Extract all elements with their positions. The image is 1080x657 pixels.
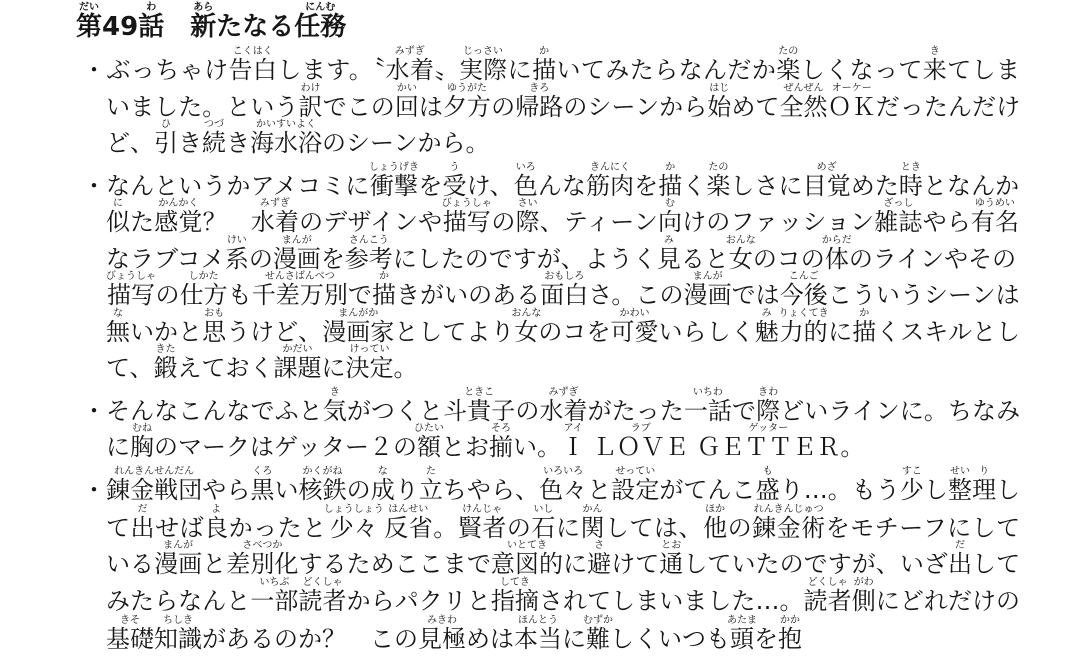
chapter-title: 第だい49話わ 新あらたなる任務にんむ [76, 2, 346, 48]
commentary-bullet: ・なんというかアメコミに衝撃しょうげきを受うけ、色いろんな筋肉きんにくを描かく楽たのしさに目覚めざめた時ときとなんか似にた感覚かんかく？ 水着みずぎのデザインや描写びょうしゃの際さい、ティーン向むけのファッション雑誌ざっしやら有名ゆうめいなラブコメ系けいの漫画まんがを参考さんこうにしたのですが、ようく見みると女おんなのコの体からだのラインやその描写びょうしゃの仕方しかたも千差万別せんさばんべつで描かきがいのある面白おもしろさ。この漫画まんがでは今後こんごこういうシーンは無ないかと思おもうけど、漫画家まんがかとしてより女おんなのコを可愛かわいいらしく魅み力的りょくてきに描かくスキルとして、鍛きたえておく課題かだいに決定けってい。 [82, 162, 1020, 387]
commentary-bullet: ・そんなこんなでふと気きがつくと斗貴子ときこの水着みずぎがたった一話いちわで際きわどいラインに。ちなみに胸むねのマークはゲッター２の額ひたいとお揃そろい。Ｉアイ ＬＯＶＥラブ ＧＥＴＴＥＲゲッター。 [82, 387, 1020, 466]
commentary-list [82, 46, 1020, 657]
commentary-bullet: ・錬金戦団れんきんせんだんやら黒くろい核鉄かくがねの成なり立たちやら、色々いろいろと設定せっていがてんこ盛もり…。もう少すこし整せい理りして出だせば良よかったと少々しょうしょう反省はんせい。賢者けんじゃの石いしに関かんしては、他ほかの錬金術れんきんじゅつをモチーフにしている漫画まんがと差別化さべつかするためここまで意図的いとてきに避さけて通とおしていたのですが、いざ出だしてみたらなんと一部いちぶ読者どくしゃからパクリと指摘してきされてしまいました…。読者どくしゃ側がわにどれだけの基礎きそ知識ちしきがあるのか？ この見極みきわめは本当ほんとうに難むずかしくいつも頭あたまを抱かか [82, 466, 1020, 657]
commentary-bullet: ・ぶっちゃけ告白こくはくします。〝水着みずぎ〟実際じっさいに描かいてみたらなんだか楽たのしくなって来きてしまいました。という訳わけでこの回かいは夕方ゆうがたの帰路きろのシーンから始はじめて全然ぜんぜんＯＫオーケーだったんだけど、引ひき続つづき海水浴かいすいよくのシーンから。 [82, 46, 1020, 162]
